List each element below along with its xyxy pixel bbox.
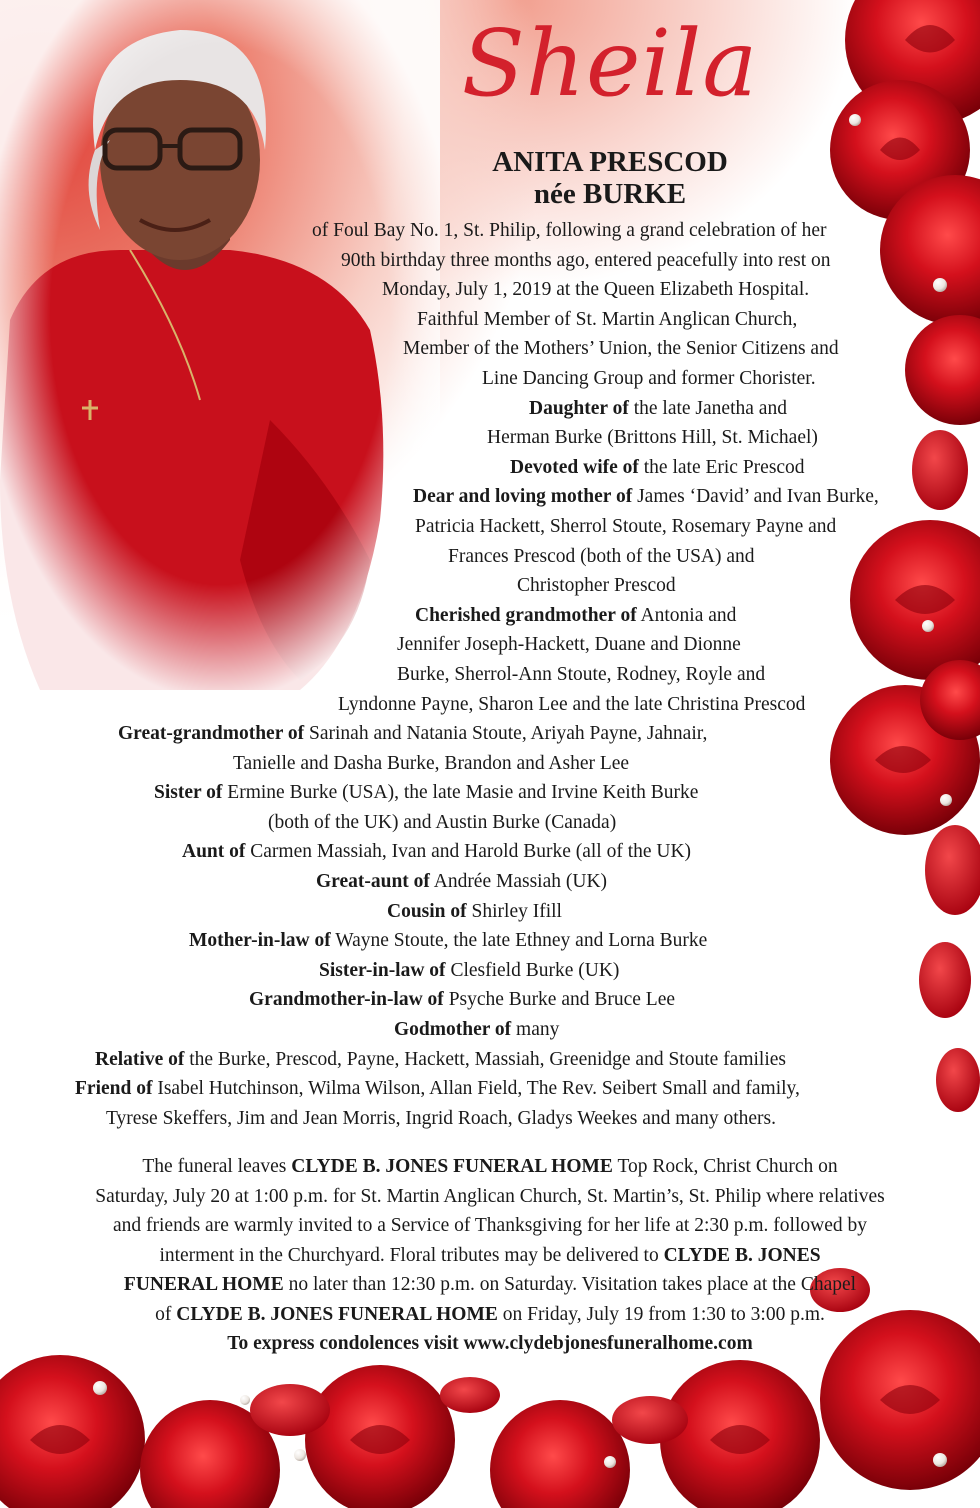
grandmother-line: Burke, Sherrol-Ann Stoute, Rodney, Royle and [397,663,766,685]
intro-line: Member of the Mothers’ Union, the Senior Citizens and [403,338,839,360]
relation-text: Ermine Burke (USA), the late Masie and Irvine Keith Burke [227,782,699,804]
grandmother-in-law-line [0,985,980,1015]
relation-label: Daughter of [529,397,629,419]
funeral-text: of [155,1303,172,1325]
full-name: ANITA PRESCOD [492,146,728,178]
mother-in-law-line [0,926,980,956]
funeral-text: Top Rock, Christ Church on [617,1156,838,1177]
funeral-line: Saturday, July 20 at 1:00 p.m. for St. Martin Anglican Church, St. Martin’s, St. Philip where relatives [95,1185,885,1207]
great-grandmother-line: Tanielle and Dasha Burke, Brandon and Asher Lee [233,752,630,774]
full-name-heading [440,146,780,210]
maiden-name: née BURKE [533,178,687,210]
sister-in-law-line [0,956,980,986]
relation-label: Great-aunt of [316,871,430,893]
great-aunt-line [0,867,980,897]
relation-label: Great-grandmother of [118,723,305,745]
grandmother-line [0,601,980,631]
intro-line: Monday, July 1, 2019 at the Queen Elizabeth Hospital. [382,279,810,301]
mother-line: Patricia Hackett, Sherrol Stoute, Rosemary Payne and [415,515,837,537]
relation-text: Wayne Stoute, the late Ethney and Lorna Burke [335,930,708,952]
aunt-line [0,837,980,867]
relation-label: Mother-in-law of [189,930,331,952]
funeral-line [20,1270,960,1300]
relation-text: Sarinah and Natania Stoute, Ariyah Payne, Jahnair, [309,723,708,745]
funeral-line [20,1152,960,1182]
relation-text: James ‘David’ and Ivan Burke, [637,486,879,508]
relation-text: Isabel Hutchinson, Wilma Wilson, Allan Field, The Rev. Seibert Small and family, [157,1078,800,1100]
relation-text: Andrée Massiah (UK) [433,871,608,893]
funeral-home-name: CLYDE B. JONES [663,1244,821,1266]
relation-label: Dear and loving mother of [413,486,633,508]
relation-text: the late Eric Prescod [643,456,805,478]
funeral-line: and friends are warmly invited to a Service of Thanksgiving for her life at 2:30 p.m. followed by [113,1215,867,1236]
funeral-line [20,1300,960,1330]
relation-label: Sister-in-law of [319,959,446,981]
funeral-text: no later than 12:30 p.m. on Saturday. Visitation takes place at the Chapel [288,1274,857,1295]
daughter-line: Herman Burke (Brittons Hill, St. Michael) [487,427,818,449]
intro-line: Line Dancing Group and former Chorister. [482,367,816,389]
sister-line [0,778,980,808]
funeral-home-name: CLYDE B. JONES FUNERAL HOME [291,1156,613,1177]
relation-text: Psyche Burke and Bruce Lee [448,989,676,1011]
intro-line: of Foul Bay No. 1, St. Philip, following a grand celebration of her [312,220,827,241]
funeral-home-name: CLYDE B. JONES FUNERAL HOME [176,1303,498,1325]
funeral-text: The funeral leaves [142,1156,287,1177]
funeral-home-name: FUNERAL HOME [123,1274,284,1295]
relation-label: Cherished grandmother of [415,604,637,626]
relation-text: Carmen Massiah, Ivan and Harold Burke (all of the UK) [250,841,692,863]
relation-text: Antonia and [640,604,737,626]
funeral-details [20,1152,960,1359]
relation-label: Devoted wife of [510,456,639,478]
relation-text: many [516,1019,560,1041]
funeral-line [20,1241,960,1271]
grandmother-line: Jennifer Joseph-Hackett, Duane and Dionne [397,634,741,656]
relation-text: Clesfield Burke (UK) [450,959,620,981]
funeral-text: interment in the Churchyard. Floral tributes may be delivered to [159,1244,659,1266]
relation-text: Shirley Ifill [471,900,562,922]
intro-line: Faithful Member of St. Martin Anglican Church, [417,308,798,330]
great-grandmother-line [0,719,980,749]
relative-line [0,1045,980,1075]
friend-line [0,1074,980,1104]
grandmother-line: Lyndonne Payne, Sharon Lee and the late Christina Prescod [338,693,806,715]
relation-text: the Burke, Prescod, Payne, Hackett, Massiah, Greenidge and Stoute families [189,1048,786,1070]
wife-line [0,453,980,483]
condolences-line [20,1329,960,1359]
mother-line: Christopher Prescod [517,575,676,597]
sister-line: (both of the UK) and Austin Burke (Canada) [268,811,617,833]
obituary-body [0,216,980,1133]
funeral-text: on Friday, July 19 from 1:30 to 3:00 p.m. [502,1303,825,1325]
relation-label: Cousin of [387,900,467,922]
relation-label: Grandmother-in-law of [249,989,444,1011]
relation-label: Godmother of [394,1019,512,1041]
first-name-script: Sheila [461,10,759,117]
relation-label: Sister of [154,782,223,804]
mother-line [0,482,980,512]
godmother-line [0,1015,980,1045]
daughter-line [0,394,980,424]
intro-line: 90th birthday three months ago, entered peacefully into rest on [341,249,831,271]
friend-line: Tyrese Skeffers, Jim and Jean Morris, Ingrid Roach, Gladys Weekes and many others. [106,1107,777,1129]
relation-label: Aunt of [182,841,246,863]
relation-text: the late Janetha and [633,397,787,419]
cousin-line [0,897,980,927]
mother-line: Frances Prescod (both of the USA) and [448,545,755,567]
condolences-text: To express condolences visit www.clydebjonesfuneralhome.com [227,1333,753,1354]
relation-label: Friend of [75,1078,153,1100]
relation-label: Relative of [95,1048,185,1070]
